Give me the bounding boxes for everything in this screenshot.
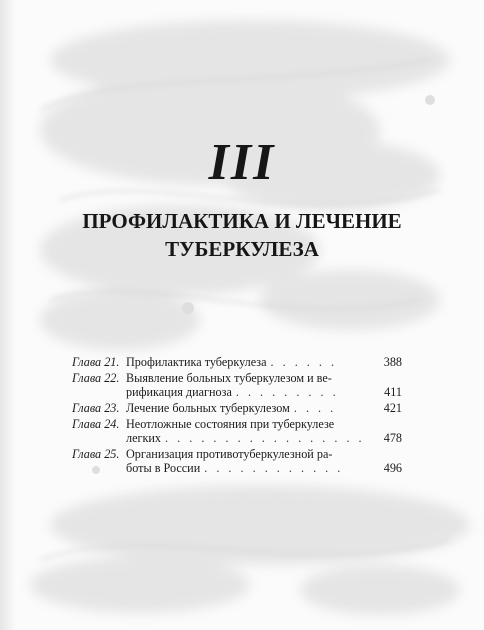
toc-entry-chapter-23[interactable] — [72, 401, 402, 415]
toc-chapter-label: Глава 21. — [72, 355, 120, 369]
toc-chapter-label: Глава 23. — [72, 401, 120, 415]
toc-entry-chapter-21[interactable] — [72, 355, 402, 369]
toc-chapter-title-continued: боты в России — [126, 461, 201, 475]
toc-leader-dots: . . . . . . . . . — [235, 385, 339, 399]
toc-chapter-title: Профилактика туберкулеза — [126, 355, 267, 369]
toc-chapter-label: Глава 25. — [72, 447, 120, 461]
toc-entry-chapter-25[interactable] — [72, 447, 402, 475]
toc-page-number: 421 — [383, 401, 402, 415]
part-title-line-2: ТУБЕРКУЛЕЗА — [165, 237, 319, 261]
part-title-line-1: ПРОФИЛАКТИКА И ЛЕЧЕНИЕ — [82, 209, 402, 233]
part-title — [0, 207, 484, 263]
table-of-contents — [72, 355, 402, 477]
toc-chapter-title: Выявление больных туберкулезом и ве- — [126, 371, 332, 385]
toc-page-number: 388 — [383, 355, 402, 369]
toc-leader-dots: . . . . . . . . . . . . . . . . . — [165, 431, 365, 445]
toc-chapter-label: Глава 22. — [72, 371, 120, 385]
toc-leader-dots: . . . . . . — [270, 355, 338, 369]
page-gutter-shadow — [0, 0, 16, 630]
toc-leader-dots: . . . . . . . . . . . . — [204, 461, 344, 475]
toc-leader-dots: . . . . — [293, 401, 337, 415]
toc-chapter-title: Организация противотуберкулезной ра- — [126, 447, 333, 461]
toc-entry-chapter-22[interactable] — [72, 371, 402, 399]
toc-entry-chapter-24[interactable] — [72, 417, 402, 445]
toc-page-number: 411 — [384, 385, 402, 399]
toc-chapter-title: Неотложные состояния при туберкулезе — [126, 417, 335, 431]
toc-chapter-label: Глава 24. — [72, 417, 120, 431]
toc-chapter-title-continued: рификация диагноза — [126, 385, 232, 399]
toc-chapter-title: Лечение больных туберкулезом — [126, 401, 290, 415]
toc-page-number: 478 — [383, 431, 402, 445]
toc-chapter-title-continued: легких — [126, 431, 162, 445]
toc-page-number: 496 — [383, 461, 402, 475]
part-number: III — [208, 134, 276, 191]
